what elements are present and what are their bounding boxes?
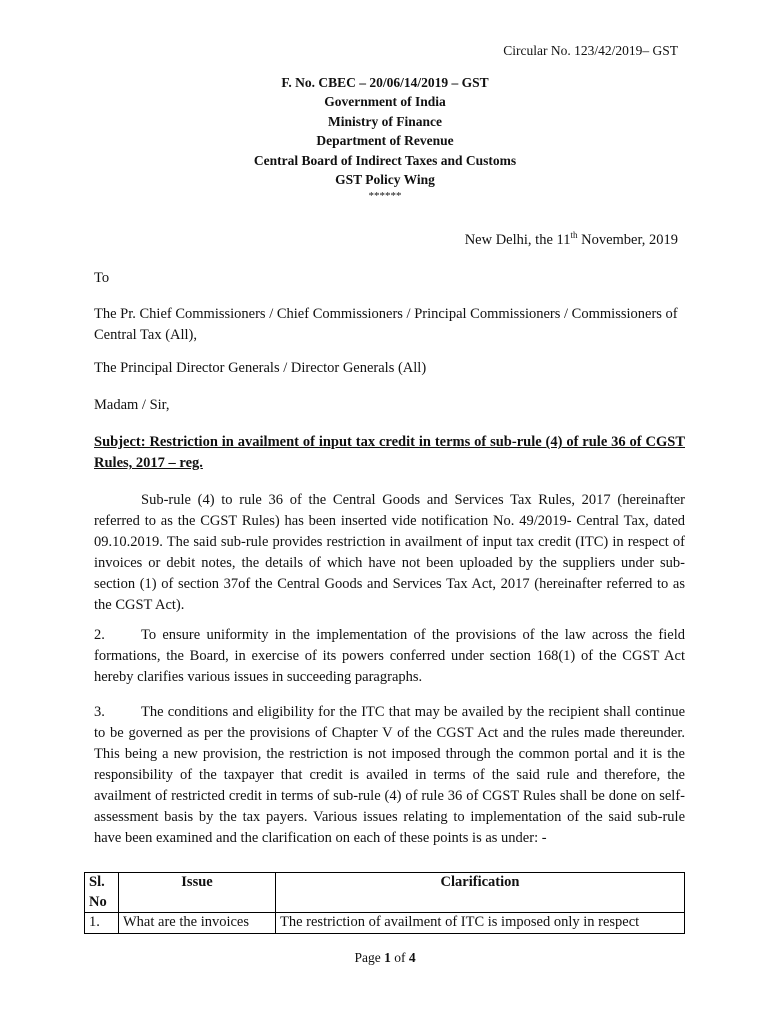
paragraph-3: [94, 702, 685, 849]
circular-number: Circular No. 123/42/2019– GST: [503, 43, 678, 58]
footer-of-label: of: [390, 950, 409, 965]
footer-total-pages: 4: [408, 950, 416, 965]
header-sl-no: Sl. No: [85, 873, 119, 913]
file-number: F. No. CBEC – 20/06/14/2019 – GST: [281, 75, 489, 90]
issue-date: [465, 232, 678, 249]
cell-issue: What are the invoices: [119, 913, 276, 934]
salutation: Madam / Sir,: [94, 397, 170, 413]
date-ordinal: th: [570, 230, 578, 240]
to-label: To: [94, 270, 110, 286]
table-row: [85, 913, 685, 934]
table-header-row: [85, 873, 685, 913]
heading-line-government: Government of India: [324, 94, 446, 110]
heading-line-wing: GST Policy Wing: [335, 172, 435, 188]
header-issue: Issue: [119, 873, 276, 913]
paragraph-2-number: 2.: [94, 627, 105, 643]
date-suffix: November, 2019: [577, 232, 678, 248]
letter-heading: [0, 73, 770, 203]
cell-sl-no: 1.: [85, 913, 119, 934]
heading-line-ministry: Ministry of Finance: [328, 113, 442, 129]
paragraph-3-text: The conditions and eligibility for the ITC that may be availed by the recipient shall continue to be governed as per the provisions of Chapter V of the CGST Act and the rules made thereunder. This being a new provision, the restriction is not imposed through the common portal and it is the responsibility of the taxpayer that credit is availed in terms of the said rule and therefore, the availment of restricted credit in terms of sub-rule (4) of rule 36 of CGST Rules shall be done on self-assessment basis by the tax payers. Various issues relating to implementation of the said sub-rule have been examined and the clarification on each of these points is as under: -: [94, 704, 685, 846]
paragraph-3-number: 3.: [94, 704, 105, 720]
page-footer: [0, 950, 770, 966]
header-clarification: Clarification: [276, 873, 685, 913]
addressee-commissioners: The Pr. Chief Commissioners / Chief Commissioners / Principal Commissioners / Commissioners of Central Tax (All),: [94, 306, 678, 343]
paragraph-1: Sub-rule (4) to rule 36 of the Central Goods and Services Tax Rules, 2017 (hereinafter referred to as the CGST Rules) has been inserted vide notification No. 49/2019- Central Tax, dated 09.10.2019. The said sub-rule provides restriction in availment of input tax credit (ITC) in respect of invoices or debit notes, the details of which have not been uploaded by the suppliers under sub-section (1) of section 37of the Central Goods and Services Tax Act, 2017 (hereinafter referred to as the CGST Act).: [94, 492, 685, 613]
clarification-table: [84, 872, 685, 934]
heading-line-board: Central Board of Indirect Taxes and Customs: [253, 152, 517, 168]
subject-line: Subject: Restriction in availment of input tax credit in terms of sub-rule (4) of rule 36 of CGST Rules, 2017 – reg.: [94, 434, 685, 471]
footer-current-page: 1: [384, 950, 391, 965]
separator-stars: ******: [368, 190, 402, 203]
date-prefix: New Delhi, the 11: [464, 232, 571, 248]
cell-clarification: The restriction of availment of ITC is imposed only in respect: [276, 913, 685, 934]
footer-page-label: Page: [354, 950, 385, 965]
heading-line-department: Department of Revenue: [316, 133, 454, 149]
paragraph-2-text: To ensure uniformity in the implementation of the provisions of the law across the field formations, the Board, in exercise of its powers conferred under section 168(1) of the CGST Act hereby clarifies various issues in succeeding paragraphs.: [94, 627, 685, 685]
addressee-director-generals: The Principal Director Generals / Director Generals (All): [94, 360, 427, 376]
paragraph-2: [94, 625, 685, 688]
